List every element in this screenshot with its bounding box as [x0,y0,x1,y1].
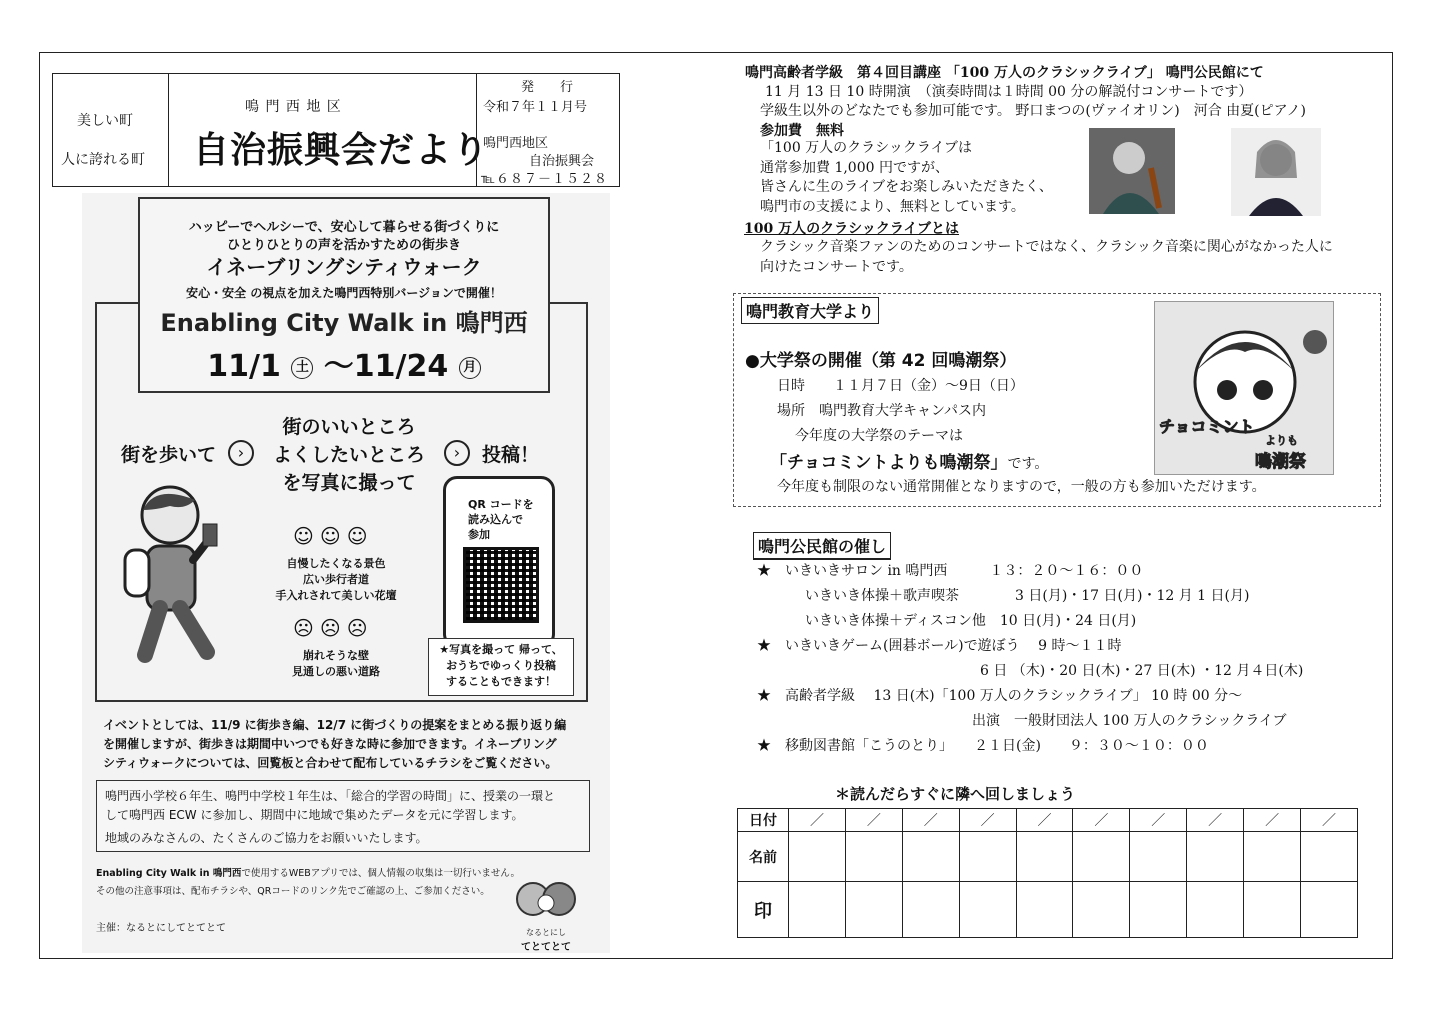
seal-cell[interactable] [902,882,959,938]
date-tilde: ～ [323,349,354,384]
tetote-logo [505,873,587,953]
qr-line-1: QR コードを [468,498,534,511]
school-note-line-1: 鳴門西小学校６年生、鳴門中学校１年生は、「総合的学習の時間」に、授業の一環と [105,789,556,803]
row-seal [738,882,1358,938]
step-post: 投稿！ [482,444,540,466]
qr-code[interactable] [463,547,539,623]
event-senior-class: ★ 高齢者学級 13 日(木)「100 万人のクラシックライブ」 10 時 00 分～ [757,688,1243,704]
privacy-note-text: で使用するWEBアプリでは、個人情報の収集は一切行いません。 [241,868,520,879]
date-cell[interactable]: ／ [1187,809,1244,832]
poster-text-2: よりも [1265,434,1298,447]
qr-instructions [468,497,534,542]
festival-place: 場所 鳴門教育大学キャンパス内 [777,403,987,419]
motto-cell [53,74,169,186]
row-date [738,809,1358,832]
date-cell[interactable]: ／ [1073,809,1130,832]
motto-line-2: 人に誇れる町 [61,152,145,168]
logo-text-1: なるとにし [526,928,566,937]
school-note-box [96,780,590,852]
chevron-right-icon: › [444,440,470,466]
bad-example-1: 崩れそうな壁 [303,649,369,662]
row-date-label: 日付 [738,809,789,832]
row-name [738,832,1358,882]
name-cell[interactable] [789,832,846,882]
name-cell[interactable] [845,832,902,882]
date-end: 11/24 [353,349,449,384]
district-name: 鳴 門 西 地 区 [245,99,342,115]
about-text-1: クラシック音楽ファンのためのコンサートではなく、クラシック音楽に関心がなかった人に [760,239,1333,255]
date-cell[interactable]: ／ [845,809,902,832]
seal-cell[interactable] [959,882,1016,938]
concert-desc-1: 「100 万人のクラシックライブは [760,140,973,156]
worried-faces-icon: ☹☹☹ [293,616,374,640]
good-example-1: 自慢したくなる景色 [286,557,386,570]
concert-description [760,139,1053,217]
event-senior-performer: 出演 一般財団法人 100 万人のクラシックライブ [972,713,1287,729]
name-cell[interactable] [1130,832,1187,882]
about-text [760,237,1333,277]
flyer-body [103,716,566,773]
qr-line-3: 参加 [468,528,490,541]
violinist-photo [1089,128,1175,214]
about-text-2: 向けたコンサートです。 [760,259,913,275]
festival-theme-tail: です。 [1007,456,1049,472]
seal-cell[interactable] [1073,882,1130,938]
motto-line-1: 美しい町 [77,113,133,129]
publisher-line-1: 鳴門西地区 [483,136,549,151]
flyer-body-line-1: イベントとしては、11/9 に街歩き編、12/7 に街づくりの提案をまとめる振り返り編 [103,718,567,732]
festival-theme-lead: 今年度の大学祭のテーマは [795,428,963,444]
concert-desc-3: 皆さんに生のライブをお楽しみいただきたく、 [760,179,1053,195]
concert-desc-2: 通常参加費 1,000 円ですが、 [760,159,949,176]
seal-cell[interactable] [1130,882,1187,938]
row-seal-label: 印 [738,882,789,938]
circulation-note: ＊読んだらすぐに隣へ回しましょう [835,785,1076,803]
day-start-badge: 土 [291,357,313,379]
event-game-dates: 6 日 （木)・20 日(木)・27 日(木) ・12 月４日(木) [980,663,1304,679]
post-later-line-2: おうちでゆっくり投稿 [446,659,556,672]
name-cell[interactable] [959,832,1016,882]
date-cell[interactable]: ／ [1016,809,1073,832]
telephone: ℡６８７－１５２８ [481,172,608,187]
flyer-title-jp: イネーブリングシティウォーク [206,255,482,279]
publish-date: 令和７年１１月号 [483,100,588,115]
step-photo-line-1: 街のいいところ [282,416,416,438]
kominkan-label: 鳴門公民館の催し [753,532,891,560]
event-library: ★ 移動図書館「こうのとり」 ２１日(金) ９：３０～１０：００ [757,738,1209,754]
date-cell[interactable]: ／ [902,809,959,832]
event-exercise-cafe: いきいき体操＋歌声喫茶 3 日(月)・17 日(月)・12 月 1 日(月) [805,588,1250,604]
school-note-line-2: して鳴門西 ECW に参加し、期間中に地域で集めたデータを元に学習します。 [105,808,524,822]
name-cell[interactable] [1301,832,1358,882]
privacy-note-line-2: その他の注意事項は、配布チラシや、QRコードのリンク先でご確認の上、ご参加ください。 [96,886,490,897]
festival-open: 今年度も制限のない通常開催となりますので，一般の方も参加いただけます。 [777,479,1266,495]
name-cell[interactable] [902,832,959,882]
bad-example-2: 見通しの悪い道路 [292,665,380,678]
flyer-lead-1: ハッピーでヘルシーで、安心して暮らせる街づくりに [188,220,500,235]
qr-line-2: 読み込んで [468,513,523,526]
happy-faces-icon: ☺☺☺ [293,524,374,548]
seal-cell[interactable] [1244,882,1301,938]
concert-heading: 鳴門高齢者学級 第４回目講座 「100 万人のクラシックライブ」 鳴門公民館にて [745,65,1264,81]
seal-cell[interactable] [789,882,846,938]
newsletter-title: 自治振興会だより [193,129,490,171]
flyer-body-line-2: を開催しますが、街歩きは期間中いつでも好きな時に参加できます。イネーブリング [103,737,557,751]
flyer-dates [138,341,550,385]
poster-text-1: チョコミント [1159,417,1255,436]
publisher-line-2: 自治振興会 [529,154,595,169]
event-salon: ★ いきいきサロン in 鳴門西 １３：２０～１６：００ [757,563,1144,579]
name-cell[interactable] [1187,832,1244,882]
concert-desc-4: 鳴門市の支援により、無料としています。 [760,198,1025,215]
seal-cell[interactable] [1301,882,1358,938]
walking-person-illustration [115,480,230,670]
post-later-line-1: ★写真を撮って 帰って、 [439,643,563,656]
university-label: 鳴門教育大学より [741,297,879,324]
circulation-table [737,808,1358,938]
poster-character-icon [1155,302,1333,474]
date-cell[interactable]: ／ [1301,809,1358,832]
privacy-note-app: Enabling City Walk in 鳴門西 [96,868,242,879]
newsletter-header [52,73,620,187]
good-examples [256,556,416,604]
date-cell[interactable]: ／ [1244,809,1301,832]
flyer-host: 主催：なるとにしてとてとて [96,923,226,934]
festival-theme-title: 「チョコミントよりも鳴潮祭」 [770,453,1008,473]
name-cell[interactable] [1073,832,1130,882]
chevron-right-icon: › [228,440,254,466]
concert-performers: 学級生以外のどなたでも参加可能です。 野口まつの(ヴァイオリン) 河合 由夏(ピアノ) [760,103,1306,119]
date-cell[interactable]: ／ [1130,809,1187,832]
festival-poster [1154,301,1334,475]
seal-cell[interactable] [845,882,902,938]
seal-cell[interactable] [1016,882,1073,938]
step-photo-line-2: よくしたいところ [272,444,425,466]
bad-examples [256,648,416,680]
concert-fee: 参加費 無料 [760,123,844,139]
school-note-line-3: 地域のみなさんの、たくさんのご協力をお願いいたします。 [105,831,428,845]
publish-label: 発 行 [521,80,574,95]
day-end-badge: 月 [459,357,481,379]
privacy-note [96,865,520,901]
step-walk: 街を歩いて [121,444,217,466]
seal-cell[interactable] [1187,882,1244,938]
good-example-3: 手入れされて美しい花壇 [275,589,397,602]
step-photo [264,413,434,497]
date-start: 11/1 [207,349,281,384]
concert-time: 11 月 13 日 10 時開演 （演奏時間は１時間 00 分の解説付コンサートです） [765,84,1253,100]
flyer-subtitle: 安心・安全 の視点を加えた鳴門西特別バージョンで開催！ [186,286,502,300]
about-heading: 100 万人のクラシックライブとは [744,221,959,237]
publisher-cell [476,74,619,186]
pianist-photo [1231,128,1321,216]
flyer-body-line-3: シティウォークについては、回覧板と合わせて配布しているチラシをご覧ください。 [103,756,558,770]
post-later-line-3: することもできます！ [446,675,556,688]
post-later-note [428,638,574,696]
hands-icon [505,873,587,923]
flyer-lead-2: ひとりひとりの声を活かすための街歩き [226,238,461,253]
name-cell[interactable] [1016,832,1073,882]
good-example-2: 広い歩行者道 [303,573,369,586]
event-exercise-discon: いきいき体操＋ディスコン他 10 日(月)・24 日(月) [805,613,1137,629]
flyer-title-en: Enabling City Walk in 鳴門西 [160,309,528,337]
date-cell[interactable]: ／ [789,809,846,832]
date-cell[interactable]: ／ [959,809,1016,832]
festival-date: 日時 １１月７日（金）～9日（日） [777,378,1024,394]
festival-heading: ●大学祭の開催（第 42 回鳴潮祭） [745,351,1017,371]
step-photo-line-3: を写真に撮って [282,472,416,494]
poster-text-3: 鳴潮祭 [1255,452,1306,472]
festival-theme [770,448,1048,473]
name-cell[interactable] [1244,832,1301,882]
logo-text-2: てとてとて [521,942,571,953]
row-name-label: 名前 [738,832,789,882]
event-game: ★ いきいきゲーム(囲碁ボール)で遊ぼう 9 時～１１時 [757,638,1122,654]
